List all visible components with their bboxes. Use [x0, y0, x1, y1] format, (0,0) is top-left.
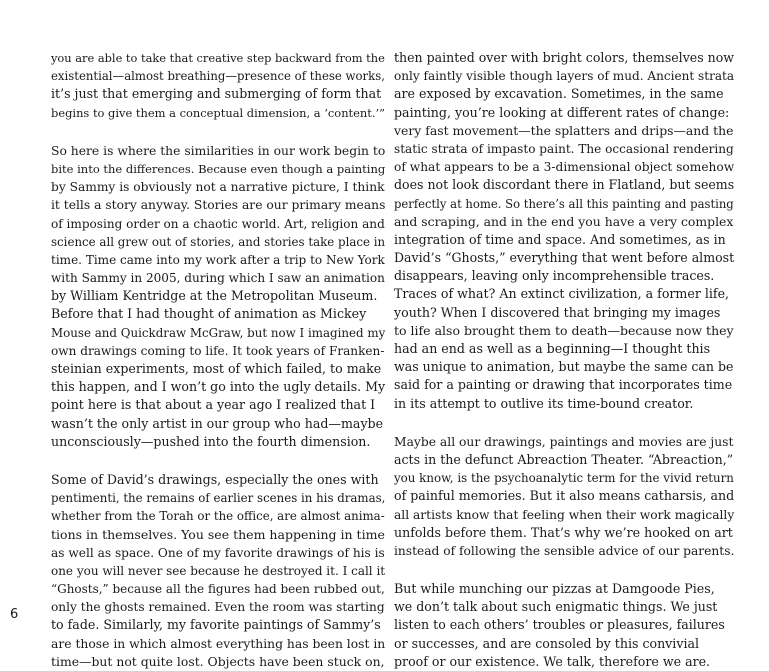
text-line: by William Kentridge at the Metropolitan Museum.	[51, 288, 378, 304]
text-line: perfectly at home. So there’s all this painting and pasting	[394, 196, 734, 211]
text-line: tions in themselves. You see them happening in time	[51, 526, 385, 542]
page-number: 6	[10, 607, 19, 622]
text-line: David’s “Ghosts,” everything that went before almost	[394, 250, 735, 266]
text-line: So here is where the similarities in our work begin to	[51, 143, 386, 158]
paragraph	[51, 471, 385, 671]
text-line: with Sammy in 2005, during which I saw an animation	[51, 271, 385, 286]
text-line: it tells a story anyway. Stories are our primary means	[51, 198, 386, 213]
text-line: and scraping, and in the end you have a very complex	[394, 213, 734, 229]
text-line: Maybe all our drawings, paintings and movies are just	[394, 434, 734, 449]
text-line: proof or our existence. We talk, therefore we are.	[394, 653, 711, 669]
text-line: time—but not quite lost. Objects have been stuck on,	[51, 653, 385, 669]
text-line: does not look discordant there in Flatland, but seems	[394, 177, 735, 193]
text-line: you are able to take that creative step backward from the	[51, 51, 385, 65]
text-line: then painted over with bright colors, themselves now	[394, 50, 735, 65]
text-line: as well as space. One of my favorite drawings of his is	[51, 545, 385, 560]
right-column	[394, 49, 734, 671]
text-line: to life also brought them to death—because now they	[394, 322, 734, 338]
text-line: are those in which almost everything has been lost in	[51, 636, 386, 651]
text-line: of what appears to be a 3-dimensional object somehow	[394, 160, 735, 175]
text-line: it’s just that emerging and submerging of form that	[51, 86, 382, 102]
text-line: one you will never see because he destroyed it. I call it	[51, 563, 386, 578]
text-line: time. Time came into my work after a trip to New York	[51, 252, 385, 267]
text-line: instead of following the sensible advice of our parents.	[394, 543, 735, 558]
text-line: you know, is the psychoanalytic term for the vivid return	[394, 471, 734, 486]
text-line: whether from the Torah or the office, are almost anima-	[51, 509, 385, 524]
text-line: painting, you’re looking at different rates of change:	[394, 104, 730, 120]
text-line: But while munching our pizzas at Damgoode Pies,	[394, 581, 715, 597]
text-line: only the ghosts remained. Even the room was starting	[51, 600, 385, 615]
text-line: we don’t talk about such enigmatic things. We just	[394, 599, 718, 615]
text-line: point here is that about a year ago I realized that I	[51, 397, 376, 413]
text-line: integration of time and space. And sometimes, as in	[394, 231, 726, 247]
text-line: acts in the defunct Abreaction Theater. “Abreaction,”	[394, 451, 734, 467]
text-line: Before that I had thought of animation as Mickey	[51, 306, 367, 322]
text-line: in its attempt to outlive its time-bound creator.	[394, 395, 694, 411]
text-line: Some of David’s drawings, especially the ones with	[51, 471, 379, 487]
paragraph	[394, 433, 734, 560]
text-line: said for a painting or drawing that incorporates time	[394, 377, 733, 393]
text-line: only faintly visible though layers of mud. Ancient strata	[394, 69, 735, 84]
text-line: of painful memories. But it also means catharsis, and	[394, 488, 735, 504]
text-line: begins to give them a conceptual dimension, a ‘content.’”	[51, 105, 386, 120]
left-column	[51, 49, 385, 671]
text-line: “Ghosts,” because all the figures had been rubbed out,	[51, 582, 385, 597]
text-line: very fast movement—the splatters and drips—and the	[394, 122, 734, 138]
text-line: all artists know that feeling when their work magically	[394, 507, 735, 522]
text-line: unconsciously—pushed into the fourth dimension.	[51, 433, 371, 449]
paragraph	[394, 49, 734, 413]
text-line: of imposing order on a chaotic world. Art, religion and	[51, 216, 385, 231]
paragraph	[51, 49, 385, 122]
text-line: steinian experiments, most of which failed, to make	[51, 361, 382, 376]
text-line: by Sammy is obviously not a narrative picture, I think	[51, 180, 385, 195]
text-line: are exposed by excavation. Sometimes, in the same	[394, 86, 724, 102]
text-line: had an end as well as a beginning—I thought this	[394, 341, 711, 356]
text-line: this happen, and I won’t go into the ugly details. My	[51, 379, 386, 395]
text-line: pentimenti, the remains of earlier scenes in his dramas,	[51, 491, 386, 506]
text-line: disappears, leaving only incomprehensible traces.	[394, 268, 715, 284]
paragraph	[394, 580, 734, 671]
paragraph	[51, 142, 385, 451]
text-line: listen to each others’ troubles or pleasures, failures	[394, 617, 725, 633]
text-line: Mouse and Quickdraw McGraw, but now I imagined my	[51, 325, 386, 340]
text-line: existential—almost breathing—presence of these works,	[51, 69, 385, 84]
text-line: to fade. Similarly, my favorite paintings of Sammy’s	[51, 617, 381, 633]
text-line: own drawings coming to life. It took years of Franken-	[51, 343, 385, 358]
text-line: science all grew out of stories, and stories take place in	[51, 234, 386, 249]
text-line: youth? When I discovered that bringing my images	[394, 304, 721, 320]
text-line: static strata of impasto paint. The occasional rendering	[394, 141, 734, 156]
text-line: was unique to animation, but maybe the same can be	[394, 359, 734, 375]
text-line: Traces of what? An extinct civilization, a former life,	[394, 286, 730, 302]
text-line: unfolds before them. That’s why we’re hooked on art	[394, 524, 733, 540]
text-line: wasn’t the only artist in our group who had—maybe	[51, 415, 384, 431]
text-line: bite into the differences. Because even though a painting	[51, 161, 386, 176]
text-line: or successes, and are consoled by this convivial	[394, 635, 700, 651]
